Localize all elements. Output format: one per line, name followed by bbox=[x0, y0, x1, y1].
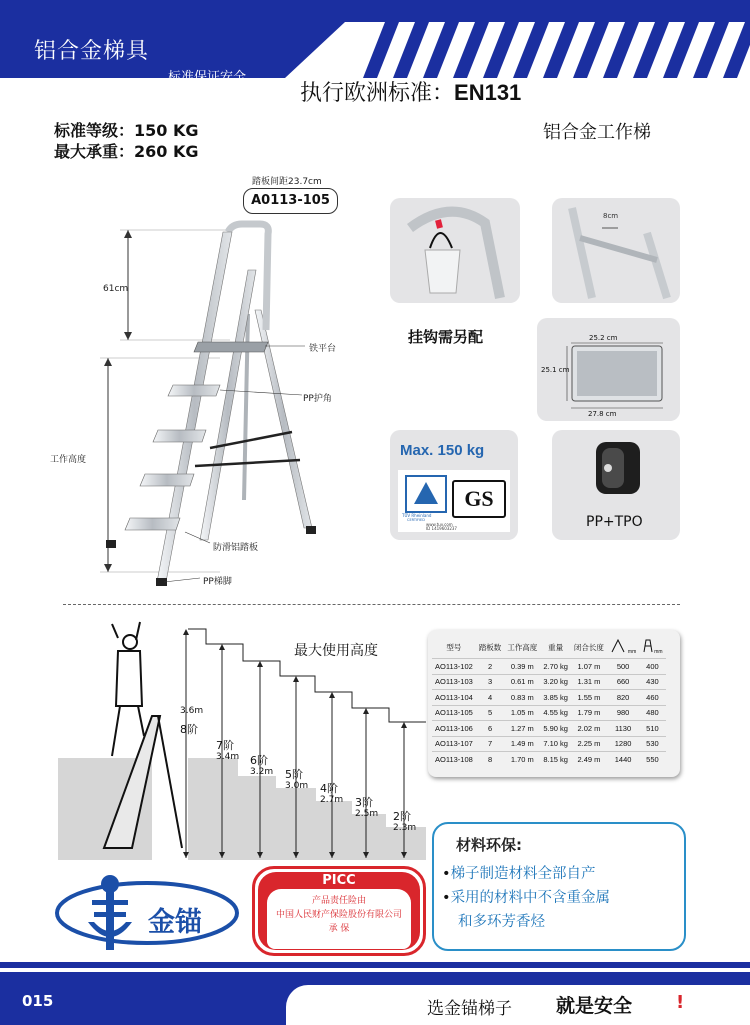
hook-note: 挂钩需另配 bbox=[408, 328, 484, 346]
table-cell: 0.83 m bbox=[504, 690, 540, 706]
table-cell: 2.70 kg bbox=[540, 659, 571, 675]
header-subtitle: 标准保证安全 bbox=[168, 70, 247, 85]
platform-label: 铁平台 bbox=[309, 344, 337, 354]
table-cell: 1.05 m bbox=[504, 705, 540, 721]
arrow-head bbox=[219, 644, 225, 650]
header-closed-length: 闭合长度 bbox=[573, 642, 604, 652]
gs-logo-icon: GS bbox=[452, 480, 506, 518]
slogan: 选金锚梯子 bbox=[427, 999, 512, 1019]
table-cell: 1440 bbox=[607, 752, 639, 767]
tray-depth: 25.1 cm bbox=[541, 366, 570, 374]
header-stripe bbox=[573, 22, 609, 78]
hook-bucket-image bbox=[390, 198, 520, 303]
table-cell: 550 bbox=[639, 752, 665, 767]
header-stripe bbox=[723, 22, 750, 78]
slogan-mark: ! bbox=[676, 992, 685, 1013]
table-cell: AO113-102 bbox=[432, 659, 476, 675]
bullet-icon: • bbox=[442, 866, 451, 882]
table-cell: 530 bbox=[639, 736, 665, 752]
table-cell: 5.90 kg bbox=[540, 721, 571, 737]
table-cell: 6 bbox=[476, 721, 505, 737]
table-cell: 1.49 m bbox=[504, 736, 540, 752]
arrow-head bbox=[401, 722, 407, 728]
tray-width: 25.2 cm bbox=[589, 334, 618, 342]
height-chart bbox=[40, 616, 440, 866]
table-row bbox=[432, 736, 666, 752]
tuv-text: TÜV Rheinland bbox=[402, 513, 432, 518]
header-title: 铝合金梯具 bbox=[34, 39, 150, 64]
table-cell: AO113-108 bbox=[432, 752, 476, 767]
header-stripe bbox=[663, 22, 699, 78]
header-stripes bbox=[285, 0, 750, 78]
page-number: 015 bbox=[22, 992, 54, 1010]
table-cell: 1130 bbox=[607, 721, 639, 737]
material-text-2: 采用的材料中不含重金属 bbox=[450, 890, 611, 906]
table-cell: 3.20 kg bbox=[540, 674, 571, 690]
product-name: 铝合金工作梯 bbox=[543, 122, 651, 143]
arrow-head bbox=[257, 661, 263, 667]
header-stripe bbox=[363, 22, 399, 78]
table-cell: 7.10 kg bbox=[540, 736, 571, 752]
height-chart-title: 最大使用高度 bbox=[294, 643, 378, 659]
picc-title: PICC bbox=[322, 873, 356, 888]
spec-table bbox=[428, 630, 680, 777]
table-cell: 1.70 m bbox=[504, 752, 540, 767]
ladder-illustration bbox=[60, 210, 360, 600]
slogan-bold: 就是安全 bbox=[556, 995, 633, 1017]
foot-label: PP梯脚 bbox=[203, 577, 232, 587]
table-cell: 430 bbox=[639, 674, 665, 690]
header-treads: 踏板数 bbox=[478, 642, 502, 652]
table-cell: 8 bbox=[476, 752, 505, 767]
header-stripe bbox=[483, 22, 519, 78]
bullet-icon: • bbox=[442, 890, 451, 906]
step-height-label: 2.3m bbox=[393, 823, 417, 833]
spec-grade: 标准等级：150 KG bbox=[54, 121, 199, 140]
material-box bbox=[432, 822, 686, 951]
table-cell: 4 bbox=[476, 690, 505, 706]
step-height-label: 3.6m bbox=[180, 706, 204, 716]
arrow-head bbox=[329, 692, 335, 698]
header-stripe bbox=[603, 22, 639, 78]
step-height-label: 2.5m bbox=[355, 809, 379, 819]
pp-tpo-label: PP+TPO bbox=[586, 514, 643, 530]
table-cell: 7 bbox=[476, 736, 505, 752]
step-height-label: 3.2m bbox=[250, 767, 274, 777]
table-cell: AO113-105 bbox=[432, 705, 476, 721]
tray-bottom: 27.8 cm bbox=[588, 410, 617, 418]
table-cell: 460 bbox=[639, 690, 665, 706]
arrow-head bbox=[293, 676, 299, 682]
step-height-label: 3.0m bbox=[285, 781, 309, 791]
arrow-head bbox=[183, 629, 189, 635]
table-cell: 1.07 m bbox=[571, 659, 607, 675]
material-item-2 bbox=[442, 886, 610, 907]
tread-label: 防滑铝踏板 bbox=[213, 543, 259, 553]
model-tag: A0113-105 bbox=[243, 188, 338, 214]
table-cell: 820 bbox=[607, 690, 639, 706]
tread-spacing-label: 踏板间距23.7cm bbox=[252, 177, 322, 187]
header-weight: 重量 bbox=[548, 642, 564, 652]
step-count-label: 6阶 bbox=[250, 754, 268, 767]
table-cell: 2.25 m bbox=[571, 736, 607, 752]
step-count-label: 2阶 bbox=[393, 810, 411, 823]
header-stripe bbox=[693, 22, 729, 78]
step-count-label: 8阶 bbox=[180, 723, 198, 736]
header-width-bottom bbox=[607, 636, 639, 659]
table-cell: 400 bbox=[639, 659, 665, 675]
spec-max-load: 最大承重：260 KG bbox=[54, 142, 199, 161]
picc-line-2: 中国人民财产保险股份有限公司 bbox=[275, 910, 402, 920]
header-stripe bbox=[543, 22, 579, 78]
section-divider bbox=[63, 604, 680, 605]
table-cell: 8.15 kg bbox=[540, 752, 571, 767]
header-stripe bbox=[393, 22, 429, 78]
standard-line bbox=[300, 76, 521, 107]
hook-card bbox=[390, 198, 520, 303]
table-row bbox=[432, 659, 666, 675]
table-cell: AO113-103 bbox=[432, 674, 476, 690]
material-item-3: 和多环芳香烃 bbox=[458, 914, 545, 930]
foot-card bbox=[552, 430, 680, 540]
header-stripe bbox=[453, 22, 489, 78]
table-row bbox=[432, 752, 666, 767]
table-cell: 980 bbox=[607, 705, 639, 721]
table-cell: 660 bbox=[607, 674, 639, 690]
table-cell: 1.55 m bbox=[571, 690, 607, 706]
arrow-head bbox=[363, 708, 369, 714]
table-cell: AO113-106 bbox=[432, 721, 476, 737]
standard-code: EN131 bbox=[454, 80, 522, 105]
header-unit-1: mm bbox=[627, 649, 637, 655]
tuv-id: ID 1419603237 bbox=[426, 526, 457, 531]
work-height-label: 工作高度 bbox=[50, 455, 87, 465]
header-stripe bbox=[423, 22, 459, 78]
table-cell: 2.02 m bbox=[571, 721, 607, 737]
header-model: 型号 bbox=[446, 642, 462, 652]
table-cell: 2 bbox=[476, 659, 505, 675]
tuv-cert-text: CERTIFIED bbox=[407, 518, 425, 522]
table-row bbox=[432, 705, 666, 721]
table-cell: 480 bbox=[639, 705, 665, 721]
tuv-logo-icon bbox=[404, 474, 448, 514]
table-cell: 3 bbox=[476, 674, 505, 690]
step-count-label: 7阶 bbox=[216, 739, 234, 752]
table-cell: 500 bbox=[607, 659, 639, 675]
table-row bbox=[432, 674, 666, 690]
step-count-label: 4阶 bbox=[320, 782, 338, 795]
ladder-width-icon bbox=[610, 639, 628, 653]
picc-box bbox=[252, 866, 426, 956]
material-title: 材料环保: bbox=[456, 836, 522, 854]
table-cell: 0.39 m bbox=[504, 659, 540, 675]
header-work-height: 工作高度 bbox=[507, 642, 538, 652]
table-cell: 3.85 kg bbox=[540, 690, 571, 706]
table-cell: 1.79 m bbox=[571, 705, 607, 721]
table-row bbox=[432, 690, 666, 706]
table-cell: 5 bbox=[476, 705, 505, 721]
footer-line bbox=[0, 968, 750, 972]
gap-label: 8cm bbox=[603, 212, 619, 220]
certification-card bbox=[390, 430, 518, 540]
max-load-badge: Max. 150 kg bbox=[400, 442, 485, 459]
brand-logo bbox=[52, 872, 242, 954]
table-cell: 1.27 m bbox=[504, 721, 540, 737]
table-cell: 1.31 m bbox=[571, 674, 607, 690]
header-stripe bbox=[513, 22, 549, 78]
table-cell: 0.61 m bbox=[504, 674, 540, 690]
header-stripe bbox=[633, 22, 669, 78]
ladder-depth-icon bbox=[642, 639, 654, 653]
material-item-1 bbox=[442, 862, 596, 883]
table-cell: 2.49 m bbox=[571, 752, 607, 767]
table-cell: 510 bbox=[639, 721, 665, 737]
step-height-label: 2.7m bbox=[320, 795, 344, 805]
table-cell: AO113-107 bbox=[432, 736, 476, 752]
picc-line-3: 承 保 bbox=[328, 924, 350, 934]
table-cell: 1280 bbox=[607, 736, 639, 752]
spec-table-grid bbox=[432, 636, 666, 767]
step-count-label: 3阶 bbox=[355, 796, 373, 809]
tuv-site: www.tuv.com bbox=[426, 522, 453, 527]
step-count-label: 5阶 bbox=[285, 768, 303, 781]
material-text-1: 梯子制造材料全部自产 bbox=[450, 866, 596, 882]
header-unit-2: mm bbox=[654, 649, 663, 655]
step-height-label: 3.4m bbox=[216, 752, 240, 762]
cert-logos bbox=[398, 470, 510, 532]
brand-name: 金锚 bbox=[148, 907, 202, 938]
pp-foot-image bbox=[590, 436, 646, 500]
table-cell: AO113-104 bbox=[432, 690, 476, 706]
table-cell: 4.55 kg bbox=[540, 705, 571, 721]
standard-prefix: 执行欧洲标准： bbox=[300, 81, 455, 106]
top-height-label: 61cm bbox=[103, 284, 129, 294]
header-width-top bbox=[639, 636, 665, 659]
table-row bbox=[432, 721, 666, 737]
pp-guard-label: PP护角 bbox=[303, 394, 332, 404]
picc-line-1: 产品责任险由 bbox=[311, 896, 366, 906]
